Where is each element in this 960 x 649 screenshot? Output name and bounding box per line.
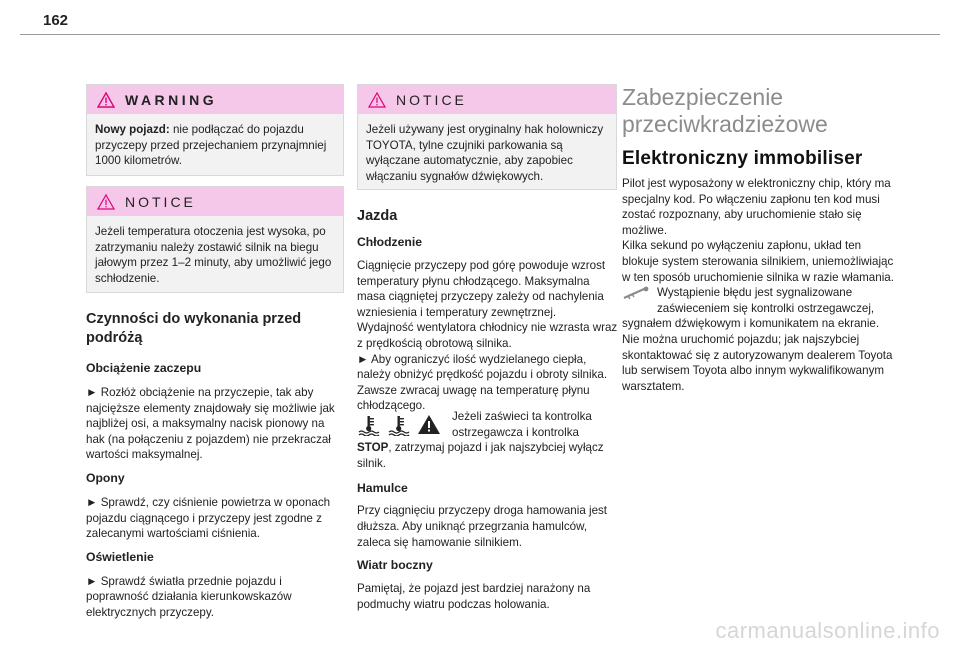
cooling-text-3: ► Aby ograniczyć ilość wydzielanego ciepła, należy obniżyć prędkość pojazdu i obroty silnika. [357,352,608,382]
wind-text: Pamiętaj, że pojazd jest bardziej narażony na podmuchy wiatru podczas holowania. [357,582,591,611]
notice-triangle-icon [368,92,386,108]
immobiliser-text-3a: Wystąpienie błędu jest sygnalizowane [657,286,853,300]
lamp-text-c [357,440,619,471]
cooling-text-4: Zawsze zwracaj uwagę na temperaturę płynu chłodzącego. [357,383,590,413]
immobiliser-text-3c: sygnałem dźwiękowym i komunikatem na ekranie. [622,317,880,331]
notice-box-2 [357,84,617,190]
cooling-heading: Chłodzenie [357,235,423,249]
warning-box [86,84,344,176]
tyres-heading: Opony [86,470,125,485]
col2-content-top [357,207,619,414]
notice-box-1-body: Jeżeli temperatura otoczenia jest wysoka, po zatrzymaniu należy zostawić silnik na biegu jałowym przez 1–2 minuty, aby umożliwić jego schłodzenie. [95,225,332,285]
warning-box-title: WARNING [125,91,218,108]
notice-box-1-title: NOTICE [125,193,196,210]
brakes-text: Przy ciągnięciu przyczepy droga hamowania jest dłuższa. Aby uniknąć przegrzania hamulców, zaleca się hamowanie silnikiem. [357,504,608,549]
tyres-text: ► Sprawdź, czy ciśnienie powietrza w oponach pojazdu ciągnącego i przyczepy jest zgodne z zalecanymi wartościami ciśnienia. [86,495,331,541]
cooling-text-1: Ciągnięcie przyczepy pod górę powoduje wzrost temperatury płynu chłodzącego. Maksymalna masa ciągniętej przyczepy zależy od nachylenia wzniesienia i temperatury zewnętrznej. [357,259,606,319]
warning-lead: Nowy pojazd: [95,123,170,136]
page-number: 162 [43,12,69,29]
warning-triangle-icon [97,92,115,108]
col1-content [86,310,346,621]
warning-box-header [87,85,343,114]
warning-box-body [87,114,343,177]
section-title-line1: Zabezpieczenie [622,84,784,110]
notice-box-2-header [358,85,616,114]
top-rule [20,34,940,35]
lamp-text-b: ostrzegawcza i kontrolka [452,425,579,439]
preparation-heading-line2: podróżą [86,330,143,346]
immobiliser-text-4: Nie można uruchomić pojazdu; jak najszybciej skontaktować się z autoryzowanym dealerem Toyota lub serwisem Toyota albo innym wykwalifikowanym warsztatem. [622,332,893,393]
immobiliser-text-2: Kilka sekund po wyłączeniu zapłonu, układ ten blokuje system sterowania silnikiem, uniemożliwiając w ten sposób uruchomienie silnika w razie włamania. [622,239,894,284]
key-icon [622,286,652,304]
wind-heading: Wiatr boczny [357,558,433,573]
watermark: carmanualsonline.info [715,618,940,643]
drive-heading: Jazda [357,208,398,224]
immobiliser-text-3b: zaświeceniem się kontrolki ostrzegawczej, [657,301,875,315]
brakes-heading: Hamulce [357,481,408,496]
notice-box-2-title: NOTICE [396,91,467,108]
lights-heading: Oświetlenie [86,549,154,564]
lights-text: ► Sprawdź światła przednie pojazdu i poprawność działania kierunkowskazów elektrycznych przyczepy. [86,574,292,619]
section-title-line2: przeciwkradzieżowe [622,111,828,137]
lamp-text-c-rest: , zatrzymaj pojazd i jak najszybciej wyłącz silnik. [357,441,604,470]
preparation-heading [86,310,346,348]
immobiliser-heading: Elektroniczny immobiliser [622,148,863,169]
preparation-heading-line1: Czynności do wykonania przed [86,311,302,327]
lamp-text-a: Jeżeli zaświeci ta kontrolka [452,410,592,423]
warning-text: nie podłączać do pojazdu przyczepy przed przejechaniem przynajmniej 1000 kilometrów. [95,123,327,168]
load-text: ► Rozłóż obciążenie na przyczepie, tak aby najcięższe elementy znajdowały się możliwie jak najbliżej osi, a maksymalny nacisk pionowy na hak (na połączeniu z pojazdem) nie przekraczał wartości maksymalnej. [86,386,335,462]
lamp-text-block [357,409,619,612]
notice-box-1-header [87,187,343,216]
immobiliser-text-1: Pilot jest wyposażony w elektroniczny chip, który ma specjalny kod. Po włączeniu zapłonu ten kod musi zostać rozpoznany, aby uruchomienie stało się możliwe. [622,177,891,237]
stop-label: STOP [357,441,389,455]
notice-triangle-icon [97,194,115,210]
immobiliser-alert-block [622,285,900,332]
col3-content [622,84,900,394]
notice-box-1 [86,186,344,293]
load-heading: Obciążenie zaczepu [86,361,202,375]
cooling-text-2: Wydajność wentylatora chłodnicy nie wzrasta wraz z prędkością obrotową silnika. [357,321,618,350]
notice-box-2-body: Jeżeli używany jest oryginalny hak holowniczy TOYOTA, tylne czujniki parkowania są wyłączane automatycznie, aby zapobiec włączaniu sygnałów dźwiękowych. [366,123,604,183]
section-title [622,84,900,138]
